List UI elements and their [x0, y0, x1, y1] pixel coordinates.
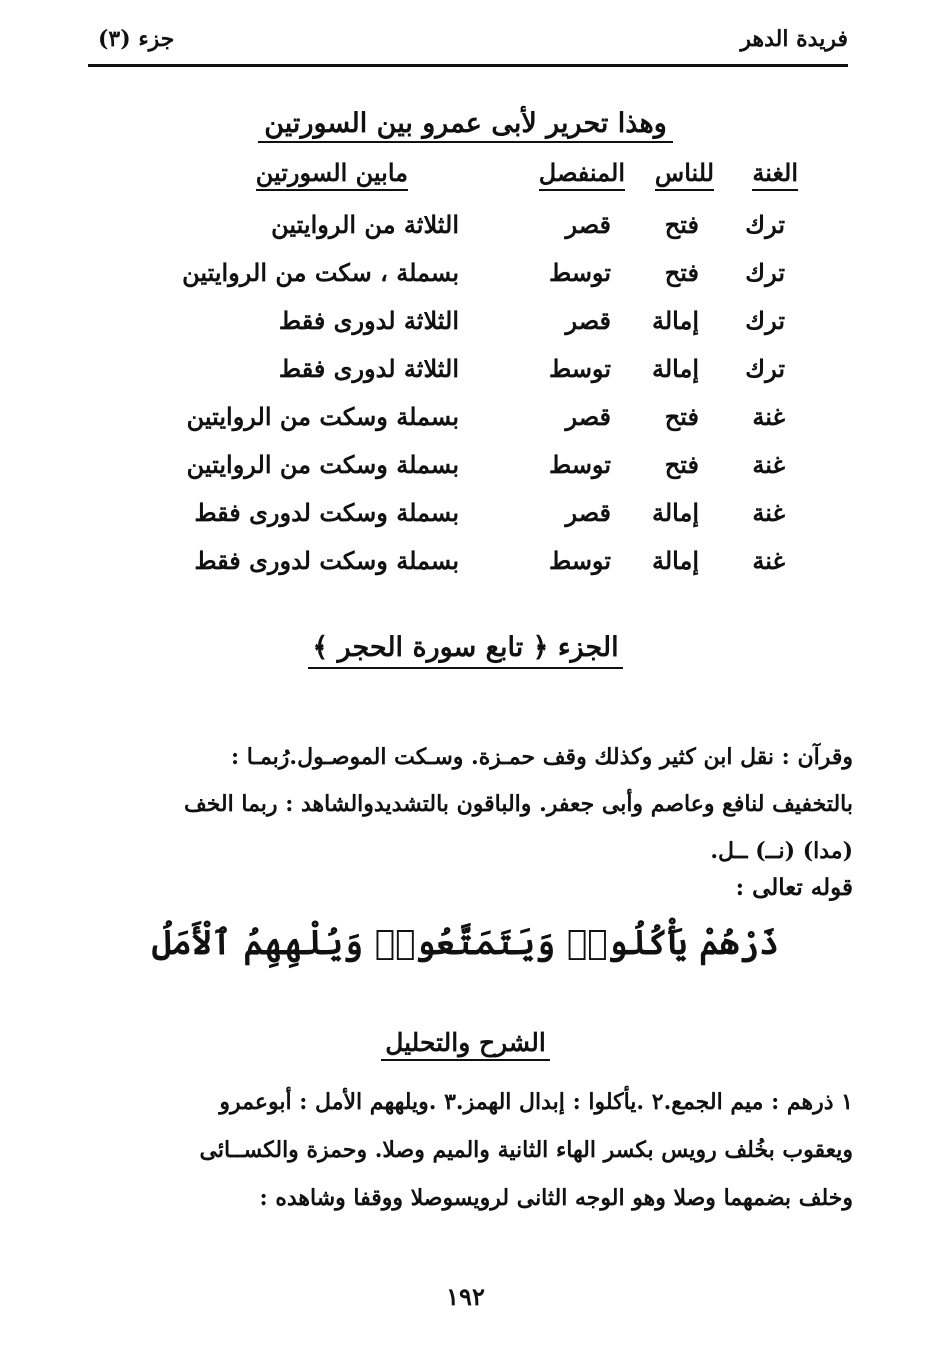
- sharh-heading: [0, 1028, 931, 1057]
- tahrir-title: [0, 108, 931, 139]
- table-row: [0, 300, 931, 348]
- table-row: [0, 396, 931, 444]
- running-header: [88, 22, 848, 62]
- cell-munfasil: توسط: [549, 258, 611, 287]
- qawluhu-label: قوله تعالى :: [735, 874, 853, 901]
- cell-nas: إمالة: [651, 546, 699, 575]
- sharh-line: ١ ذرهم : ميم الجمع.٢ .يأكلوا : إبدال الهمز.٣ .ويلههم الأمل : أبوعمرو: [219, 1089, 853, 1115]
- cell-between: الثلاثة لدورى فقط: [278, 354, 459, 383]
- cell-between: بسملة وسكت لدورى فقط: [194, 498, 459, 527]
- cell-nas: فتح: [664, 210, 699, 239]
- header-rule: [88, 64, 848, 67]
- cell-between: بسملة وسكت من الروايتين: [186, 402, 459, 431]
- cell-between: بسملة وسكت من الروايتين: [186, 450, 459, 479]
- body-line: بالتخفيف لنافع وعاصم وأبى جعفر. والباقون بالتشديدوالشاهد : ربما الخف: [183, 791, 853, 817]
- table-row: [0, 252, 931, 300]
- cell-between: بسملة وسكت لدورى فقط: [194, 546, 459, 575]
- body-line: وقرآن : نقل ابن كثير وكذلك وقف حمـزة. وسـكت الموصـول.رُبمـا :: [231, 744, 853, 770]
- sharh-line: وخلف بضمهما وصلا وهو الوجه الثانى لرويسوصلا ووقفا وشاهده :: [259, 1185, 853, 1211]
- cell-between: الثلاثة من الروايتين: [271, 210, 459, 239]
- cell-nas: فتح: [664, 450, 699, 479]
- table-row: [0, 348, 931, 396]
- cell-ghunna: غنة: [752, 450, 785, 479]
- table-row: [0, 540, 931, 588]
- cell-nas: فتح: [664, 258, 699, 287]
- cell-nas: إمالة: [651, 306, 699, 335]
- cell-ghunna: ترك: [745, 306, 785, 335]
- cell-ghunna: ترك: [745, 258, 785, 287]
- cell-between: بسملة ، سكت من الروايتين: [182, 258, 459, 287]
- cell-ghunna: ترك: [745, 354, 785, 383]
- cell-munfasil: قصر: [565, 210, 611, 239]
- cell-munfasil: توسط: [549, 546, 611, 575]
- table-row: [0, 444, 931, 492]
- page-number: ١٩٢: [446, 1282, 485, 1311]
- juz-heading-text: الجزء ﴿ تابع سورة الحجر ﴾: [308, 632, 622, 669]
- sharh-paragraph: [93, 1078, 853, 1222]
- table-row: [0, 204, 931, 252]
- cell-munfasil: توسط: [549, 354, 611, 383]
- sharh-line: ويعقوب بخُلف رويس بكسر الهاء الثانية والميم وصلا. وحمزة والكســائى: [199, 1137, 853, 1163]
- part-label: جزء (٣): [98, 26, 175, 52]
- cell-nas: إمالة: [651, 498, 699, 527]
- column-header-between-surahs: مابين السورتين: [256, 158, 408, 191]
- tahrir-title-text: وهذا تحرير لأبى عمرو بين السورتين: [258, 108, 673, 143]
- book-title: فريدة الدهر: [740, 26, 848, 52]
- juz-heading: [0, 632, 931, 663]
- cell-ghunna: ترك: [745, 210, 785, 239]
- body-paragraph: [93, 734, 853, 875]
- cell-munfasil: قصر: [565, 306, 611, 335]
- tahrir-column-headers: [0, 158, 931, 198]
- column-header-munfasil: المنفصل: [539, 158, 625, 191]
- cell-munfasil: قصر: [565, 498, 611, 527]
- cell-munfasil: توسط: [549, 450, 611, 479]
- cell-between: الثلاثة لدورى فقط: [278, 306, 459, 335]
- cell-munfasil: قصر: [565, 402, 611, 431]
- column-header-ghunna: الغنة: [752, 158, 798, 191]
- body-line: (مدا) (نــ) ــل.: [710, 838, 853, 864]
- tahrir-table: [0, 204, 931, 588]
- table-row: [0, 492, 931, 540]
- cell-ghunna: غنة: [752, 546, 785, 575]
- quran-verse: ذَرْهُمْ يَأْكُلُوا۟ وَيَتَمَتَّعُوا۟ وَيُلْهِهِمُ ٱلْأَمَلُ: [151, 923, 779, 963]
- cell-ghunna: غنة: [752, 498, 785, 527]
- cell-nas: فتح: [664, 402, 699, 431]
- column-header-nas: للناس: [655, 158, 714, 191]
- sharh-heading-text: الشرح والتحليل: [381, 1028, 550, 1061]
- cell-nas: إمالة: [651, 354, 699, 383]
- cell-ghunna: غنة: [752, 402, 785, 431]
